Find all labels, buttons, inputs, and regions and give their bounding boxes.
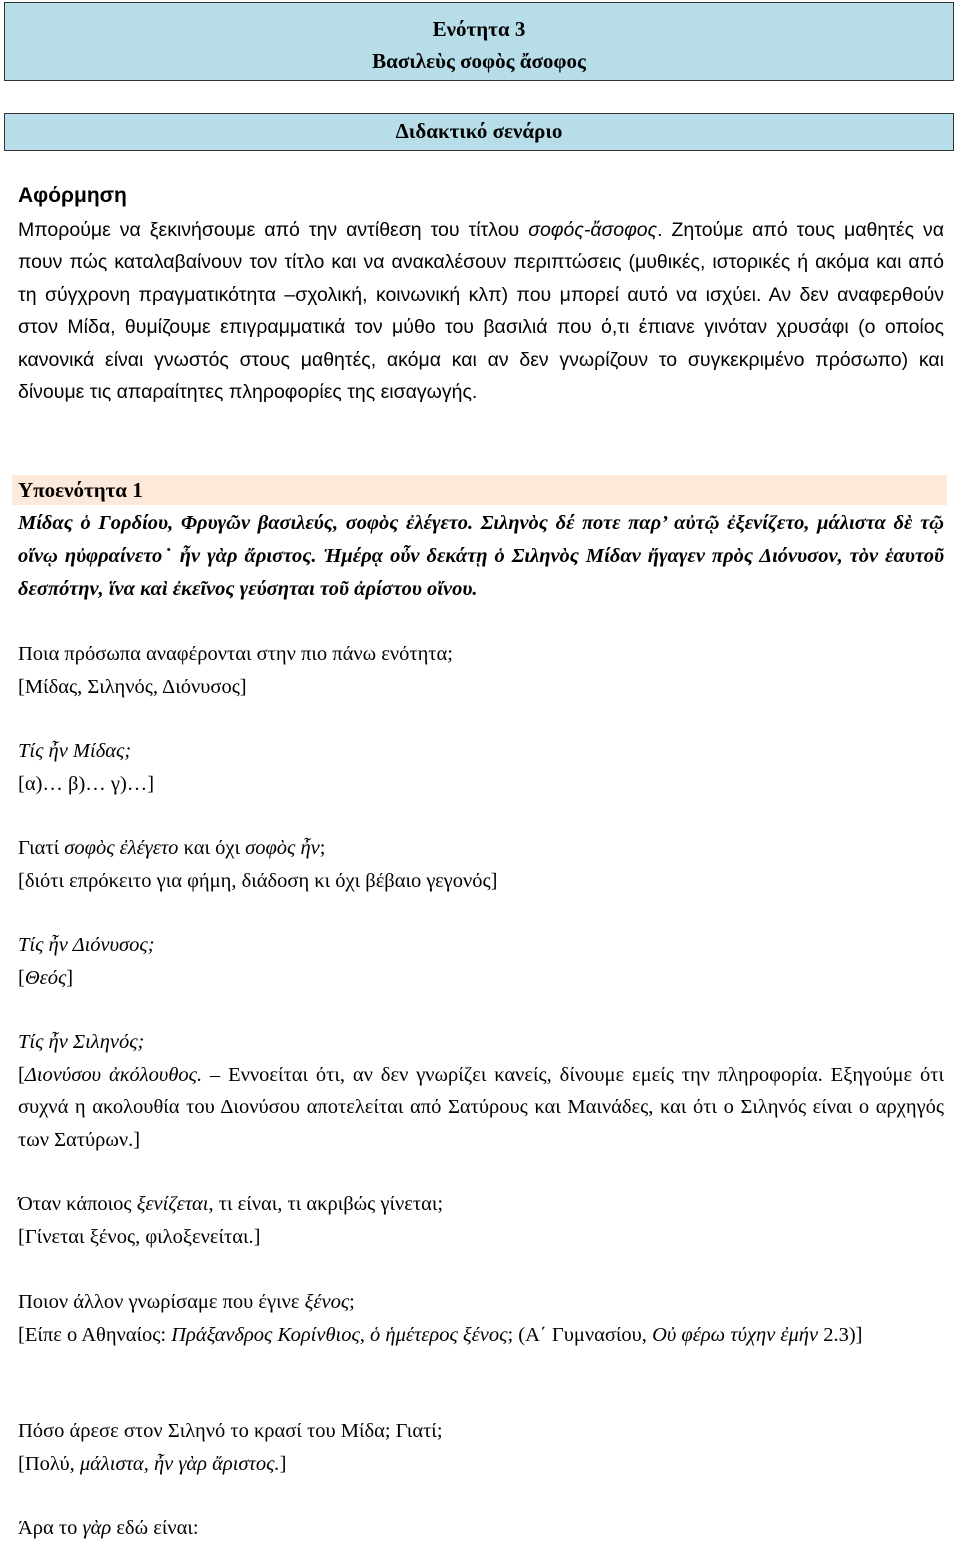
question-text: και όχι [178, 837, 246, 859]
question [18, 1512, 944, 1545]
question: Ποια πρόσωπα αναφέρονται στην πιο πάνω ενότητα; [18, 643, 453, 665]
answer-text: [Είπε ο Αθηναίος: [18, 1323, 172, 1346]
question-text: Άρα το [18, 1517, 83, 1539]
unit-title: Βασιλεὺς σοφὸς ἄσοφος [372, 49, 586, 73]
question [18, 1286, 944, 1319]
answer: [Γίνεται ξένος, φιλοξενείται.] [18, 1225, 261, 1248]
question-quote: ξενίζεται [136, 1193, 209, 1215]
question-text: εδώ είναι: [111, 1517, 199, 1539]
answer-text: [ [18, 1063, 25, 1086]
question: Τίς ἦν Σιληνός; [18, 1031, 145, 1053]
question-block-3 [18, 832, 944, 897]
question-text: , τι είναι, τι ακριβώς γίνεται; [208, 1193, 444, 1215]
question-block-6 [18, 1188, 944, 1253]
aformisi-paragraph [18, 214, 944, 408]
question-quote: σοφὸς ἦν [245, 837, 320, 859]
subunit-heading: Υποενότητα 1 [12, 475, 947, 505]
question-text: Ποιον άλλον γνωρίσαμε που έγινε [18, 1291, 305, 1313]
answer-quote: Διονύσου ἀκόλουθος. [24, 1063, 203, 1086]
question-text: ; [349, 1291, 355, 1313]
answer-text: – Εννοείται ότι, αν δεν γνωρίζει κανείς, δίνουμε εμείς την πληροφορία. Εξηγούμε ότι συχνά η ακολουθία του Διονύσου αποτελείται από Σατύρους και Μαινάδες, και ότι ο Σιληνός είναι ο αρχηγός των Σατύρων.] [18, 1063, 944, 1151]
question-block-7 [18, 1286, 944, 1351]
question-block-8 [18, 1415, 944, 1480]
answer-quote: Οὐ φέρω τύχην ἐμήν [652, 1323, 819, 1346]
question: Τίς ἦν Μίδας; [18, 740, 132, 762]
answer: [α)… β)… γ)…] [18, 772, 155, 795]
question-block-2 [18, 735, 944, 800]
question-quote: σοφὸς ἐλέγετο [64, 837, 179, 859]
question: Τίς ἦν Διόνυσος; [18, 934, 155, 956]
question-block-4 [18, 929, 944, 994]
answer-quote: Θεός [24, 966, 67, 989]
answer-quote: μάλιστα, ἦν γὰρ ἄριστος. [79, 1452, 280, 1475]
answer [18, 1448, 944, 1481]
question-text: Γιατί [18, 837, 65, 859]
answer [18, 1319, 944, 1352]
ancient-greek-text: Μίδας ὁ Γορδίου, Φρυγῶν βασιλεύς, σοφὸς ἐλέγετο. Σιληνὸς δέ ποτε παρ’ αὐτῷ ἐξενίζετο, μάλιστα δὲ τῷ οἴνῳ ηὐφραίνετο˙ ἦν γὰρ ἄριστος. Ἡμέρᾳ οὖν δεκάτῃ ὁ Σιληνὸς Μίδαν ἤγαγεν πρὸς Διόνυσον, τὸν ἑαυτοῦ δεσπότην, ἵνα καὶ ἐκεῖνος γεύσηται τοῦ ἀρίστου οἴνου. [18, 512, 944, 600]
question-block-5 [18, 1026, 944, 1156]
question-text: Όταν κάποιος [18, 1193, 137, 1215]
answer-text: [Πολύ, [18, 1452, 80, 1475]
question-block-9 [18, 1512, 944, 1545]
question-quote: ξένος [304, 1291, 350, 1313]
answer [18, 962, 944, 995]
answer [18, 1059, 944, 1157]
question: Πόσο άρεσε στον Σιληνό το κρασί του Μίδα; Γιατί; [18, 1420, 443, 1442]
aformisi-text-1: Μπορούμε να ξεκινήσουμε από την αντίθεση του τίτλου [18, 219, 529, 241]
answer: [διότι επρόκειτο για φήμη, διάδοση κι όχι βέβαιο γεγονός] [18, 869, 498, 892]
answer-text: [ [18, 966, 25, 989]
scenario-title-box [4, 113, 954, 151]
unit-number: Ενότητα 3 [432, 17, 526, 41]
aformisi-text-2: . Ζητούμε από τους μαθητές να πουν πώς καταλαβαίνουν τον τίτλο και να ανακαλέσουν περιπτώσεις (μυθικές, ιστορικές ή ακόμα και από τη σύγχρονη πραγματικότητα –σχολική, κοινωνική κλπ) που μπορεί αυτό να ισχύει. Αν δεν αναφερθούν στον Μίδα, θυμίζουμε επιγραμματικά τον μύθο του βασιλιά που ό,τι έπιανε γινόταν χρυσάφι (ο οποίος κανονικά είναι γνωστός στους μαθητές, ακόμα και αν δεν γνωρίζουν το συγκεκριμένο πρόσωπο) και δίνουμε τις απαραίτητες πληροφορίες της εισαγωγής. [18, 219, 944, 404]
answer: [Μίδας, Σιληνός, Διόνυσος] [18, 675, 247, 698]
question-block-1 [18, 638, 944, 703]
unit-title-box [4, 2, 954, 81]
answer-quote: Πράξανδρος Κορίνθιος, ὁ ἡμέτερος ξένος [171, 1323, 508, 1346]
answer-text: ] [279, 1452, 287, 1475]
answer-text: ] [66, 966, 74, 989]
answer-text: ; (Α΄ Γυμνασίου, [507, 1323, 653, 1346]
question-text: ; [319, 837, 326, 859]
question-quote: γὰρ [82, 1517, 112, 1539]
answer-text: 2.3)] [818, 1323, 863, 1346]
aformisi-heading: Αφόρμηση [18, 184, 127, 207]
question [18, 832, 944, 865]
scenario-title: Διδακτικό σενάριο [395, 119, 563, 143]
aformisi-title-antithesis: σοφός-ἄσοφος [528, 219, 658, 241]
question [18, 1188, 944, 1221]
